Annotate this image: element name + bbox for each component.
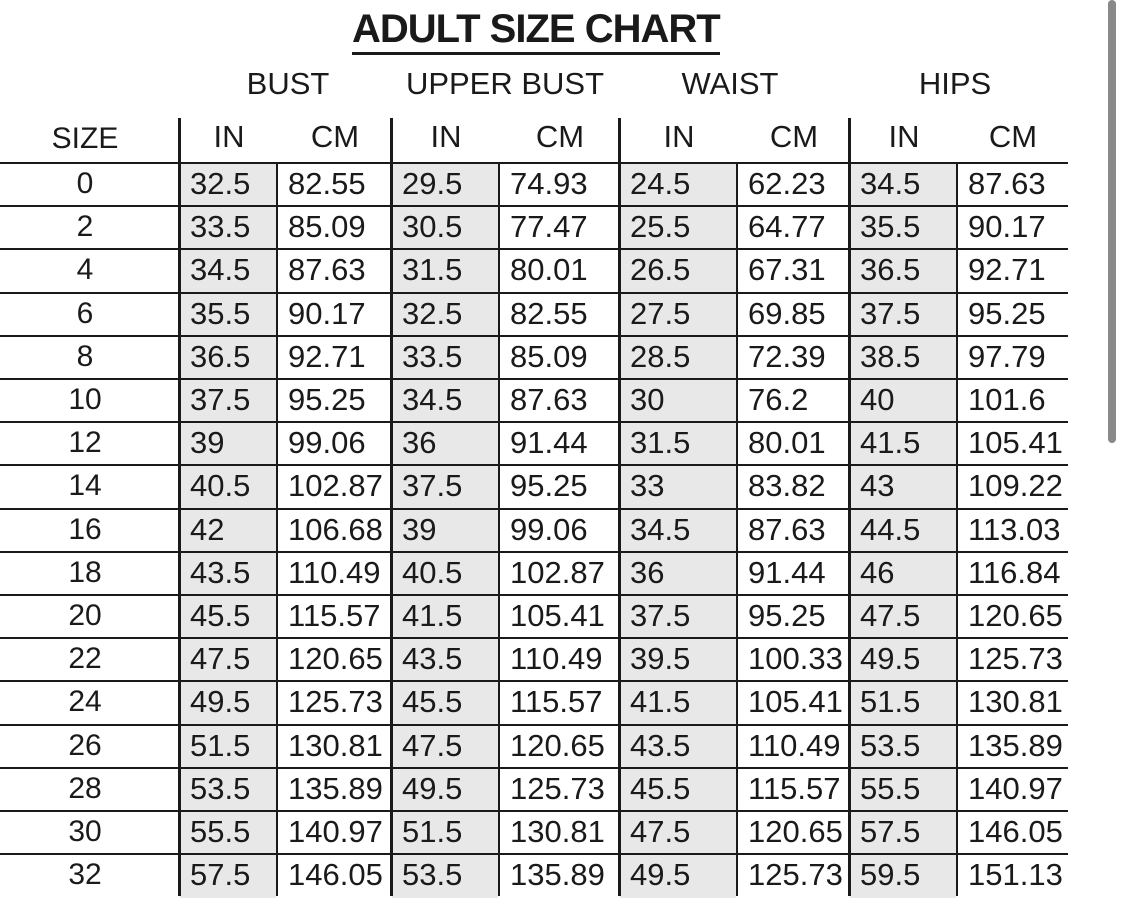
size-cell: 2 (76, 210, 94, 244)
table-cell: 83.82 (748, 468, 826, 504)
table-cell: 57.5 (860, 814, 921, 849)
table-cell: 33.5 (402, 338, 463, 374)
table-cell: 36.5 (860, 252, 921, 288)
table-cell: 40 (860, 382, 895, 417)
table-cell: 49.5 (402, 770, 463, 806)
table-cell: 72.39 (748, 338, 826, 374)
table-cell: 51.5 (190, 727, 251, 763)
table-cell: 125.73 (288, 684, 383, 720)
table-cell: 130.81 (288, 727, 383, 763)
size-cell: 28 (68, 771, 102, 805)
table-cell: 106.68 (288, 511, 383, 547)
table-cell: 67.31 (748, 252, 826, 288)
cm-header-bust: CM (310, 119, 360, 154)
column-divider (848, 118, 851, 896)
table-cell: 39.5 (630, 641, 691, 677)
table-cell: 39 (190, 425, 225, 461)
table-cell: 146.05 (288, 857, 383, 893)
table-cell: 55.5 (860, 770, 921, 806)
table-cell: 146.05 (968, 814, 1063, 849)
in-header-upper-bust: IN (430, 119, 462, 154)
table-cell: 41.5 (630, 684, 691, 720)
table-cell: 41.5 (860, 425, 921, 461)
table-cell: 28.5 (630, 338, 691, 374)
table-cell: 116.84 (968, 554, 1061, 590)
table-cell: 105.41 (748, 684, 843, 720)
table-cell: 97.79 (968, 338, 1046, 374)
table-cell: 40.5 (190, 468, 251, 504)
table-cell: 74.93 (510, 166, 588, 201)
table-cell: 120.65 (510, 727, 605, 763)
table-cell: 34.5 (860, 166, 921, 201)
table-cell: 115.57 (510, 684, 603, 720)
table-cell: 109.22 (968, 468, 1063, 504)
size-cell: 30 (68, 815, 102, 848)
size-cell: 0 (76, 167, 94, 200)
table-cell: 31.5 (630, 425, 691, 461)
table-cell: 95.25 (748, 598, 826, 633)
table-cell: 87.63 (288, 252, 366, 288)
size-cell: 8 (76, 339, 94, 373)
table-cell: 53.5 (860, 727, 921, 763)
table-cell: 101.6 (968, 382, 1046, 417)
table-cell: 110.49 (510, 641, 603, 677)
table-cell: 37.5 (860, 295, 921, 331)
table-cell: 53.5 (402, 857, 463, 893)
table-cell: 120.65 (288, 641, 383, 677)
table-cell: 51.5 (402, 814, 463, 849)
table-cell: 36 (402, 425, 437, 461)
table-cell: 33 (630, 468, 665, 504)
table-cell: 49.5 (860, 641, 921, 677)
table-cell: 115.57 (748, 770, 841, 806)
table-cell: 110.49 (748, 727, 841, 763)
size-cell: 22 (68, 642, 102, 676)
table-cell: 30.5 (402, 209, 463, 245)
table-cell: 115.57 (288, 598, 381, 633)
column-divider (956, 162, 958, 896)
table-cell: 31.5 (402, 252, 463, 288)
table-cell: 113.03 (968, 511, 1061, 547)
table-cell: 34.5 (630, 511, 691, 547)
table-cell: 87.63 (968, 166, 1046, 201)
table-cell: 125.73 (748, 857, 843, 893)
table-cell: 91.44 (748, 554, 826, 590)
scrollbar[interactable] (1108, 0, 1116, 443)
size-cell: 18 (68, 555, 102, 589)
table-cell: 43.5 (630, 727, 691, 763)
table-cell: 51.5 (860, 684, 921, 720)
table-cell: 130.81 (510, 814, 605, 849)
table-cell: 37.5 (402, 468, 463, 504)
table-cell: 55.5 (190, 814, 251, 849)
table-cell: 85.09 (510, 338, 588, 374)
table-cell: 37.5 (190, 382, 251, 417)
group-header-waist: WAIST (681, 66, 779, 101)
table-cell: 82.55 (510, 295, 588, 331)
table-cell: 82.55 (288, 166, 366, 201)
table-cell: 59.5 (860, 857, 921, 893)
table-cell: 29.5 (402, 166, 463, 201)
size-cell: 24 (68, 685, 102, 719)
table-cell: 32.5 (402, 295, 463, 331)
table-cell: 35.5 (860, 209, 921, 245)
table-cell: 120.65 (748, 814, 843, 849)
column-divider (390, 118, 393, 896)
table-cell: 80.01 (510, 252, 588, 288)
table-cell: 46 (860, 554, 895, 590)
chart-title: ADULT SIZE CHART (352, 6, 720, 55)
table-cell: 57.5 (190, 857, 251, 893)
table-cell: 41.5 (402, 598, 463, 633)
table-cell: 49.5 (630, 857, 691, 893)
table-cell: 43.5 (402, 641, 463, 677)
table-cell: 34.5 (402, 382, 463, 417)
table-cell: 80.01 (748, 425, 826, 461)
table-cell: 95.25 (288, 382, 366, 417)
table-cell: 91.44 (510, 425, 588, 461)
table-cell: 69.85 (748, 295, 826, 331)
table-cell: 45.5 (402, 684, 463, 720)
table-cell: 100.33 (748, 641, 843, 677)
table-cell: 27.5 (630, 295, 691, 331)
column-divider (736, 162, 738, 896)
size-cell: 20 (68, 599, 102, 632)
size-cell: 4 (76, 253, 94, 287)
table-cell: 42 (190, 511, 225, 547)
table-cell: 43 (860, 468, 895, 504)
table-cell: 47.5 (860, 598, 921, 633)
table-cell: 33.5 (190, 209, 251, 245)
size-cell: 26 (68, 728, 102, 762)
table-cell: 95.25 (968, 295, 1046, 331)
table-cell: 45.5 (630, 770, 691, 806)
table-cell: 125.73 (968, 641, 1063, 677)
table-cell: 102.87 (288, 468, 383, 504)
table-cell: 25.5 (630, 209, 691, 245)
table-cell: 30 (630, 382, 665, 417)
size-cell: 10 (68, 383, 102, 416)
table-cell: 38.5 (860, 338, 921, 374)
table-cell: 76.2 (748, 382, 809, 417)
size-cell: 14 (68, 469, 102, 503)
table-cell: 92.71 (288, 338, 366, 374)
table-cell: 47.5 (402, 727, 463, 763)
column-divider (276, 162, 278, 896)
table-cell: 120.65 (968, 598, 1063, 633)
table-cell: 39 (402, 511, 437, 547)
cm-header-hips: CM (988, 119, 1038, 154)
table-cell: 49.5 (190, 684, 251, 720)
table-cell: 102.87 (510, 554, 605, 590)
group-header-upper-bust: UPPER BUST (405, 66, 605, 101)
table-cell: 77.47 (510, 209, 588, 245)
table-cell: 90.17 (968, 209, 1046, 245)
cm-header-upper-bust: CM (535, 119, 585, 154)
table-cell: 110.49 (288, 554, 381, 590)
group-header-hips: HIPS (918, 66, 992, 101)
group-header-bust: BUST (246, 66, 330, 101)
in-header-waist: IN (663, 119, 695, 154)
table-cell: 125.73 (510, 770, 605, 806)
table-cell: 140.97 (288, 814, 383, 849)
table-cell: 62.23 (748, 166, 826, 201)
table-cell: 37.5 (630, 598, 691, 633)
table-cell: 105.41 (510, 598, 605, 633)
table-cell: 135.89 (288, 770, 383, 806)
table-cell: 140.97 (968, 770, 1063, 806)
size-cell: 12 (68, 426, 102, 460)
table-cell: 40.5 (402, 554, 463, 590)
column-divider (498, 162, 500, 896)
table-cell: 99.06 (288, 425, 366, 461)
table-cell: 151.13 (968, 857, 1063, 893)
table-cell: 87.63 (748, 511, 826, 547)
table-cell: 99.06 (510, 511, 588, 547)
table-cell: 36.5 (190, 338, 251, 374)
table-cell: 87.63 (510, 382, 588, 417)
table-cell: 64.77 (748, 209, 826, 245)
table-cell: 34.5 (190, 252, 251, 288)
table-cell: 53.5 (190, 770, 251, 806)
in-header-hips: IN (888, 119, 920, 154)
column-divider (178, 118, 181, 896)
table-cell: 47.5 (630, 814, 691, 849)
table-cell: 135.89 (510, 857, 605, 893)
table-cell: 43.5 (190, 554, 251, 590)
size-cell: 16 (68, 512, 102, 546)
table-cell: 92.71 (968, 252, 1046, 288)
size-cell: 32 (68, 858, 102, 892)
table-cell: 95.25 (510, 468, 588, 504)
size-column-header: SIZE (51, 122, 119, 155)
table-cell: 130.81 (968, 684, 1063, 720)
size-cell: 6 (76, 296, 94, 330)
table-cell: 26.5 (630, 252, 691, 288)
table-cell: 36 (630, 554, 665, 590)
table-cell: 45.5 (190, 598, 251, 633)
in-header-bust: IN (213, 119, 245, 154)
table-cell: 47.5 (190, 641, 251, 677)
table-cell: 44.5 (860, 511, 921, 547)
table-cell: 24.5 (630, 166, 691, 201)
table-cell: 85.09 (288, 209, 366, 245)
column-divider (618, 118, 621, 896)
cm-header-waist: CM (769, 119, 819, 154)
table-cell: 135.89 (968, 727, 1063, 763)
table-cell: 90.17 (288, 295, 366, 331)
table-cell: 32.5 (190, 166, 251, 201)
table-cell: 35.5 (190, 295, 251, 331)
table-cell: 105.41 (968, 425, 1063, 461)
